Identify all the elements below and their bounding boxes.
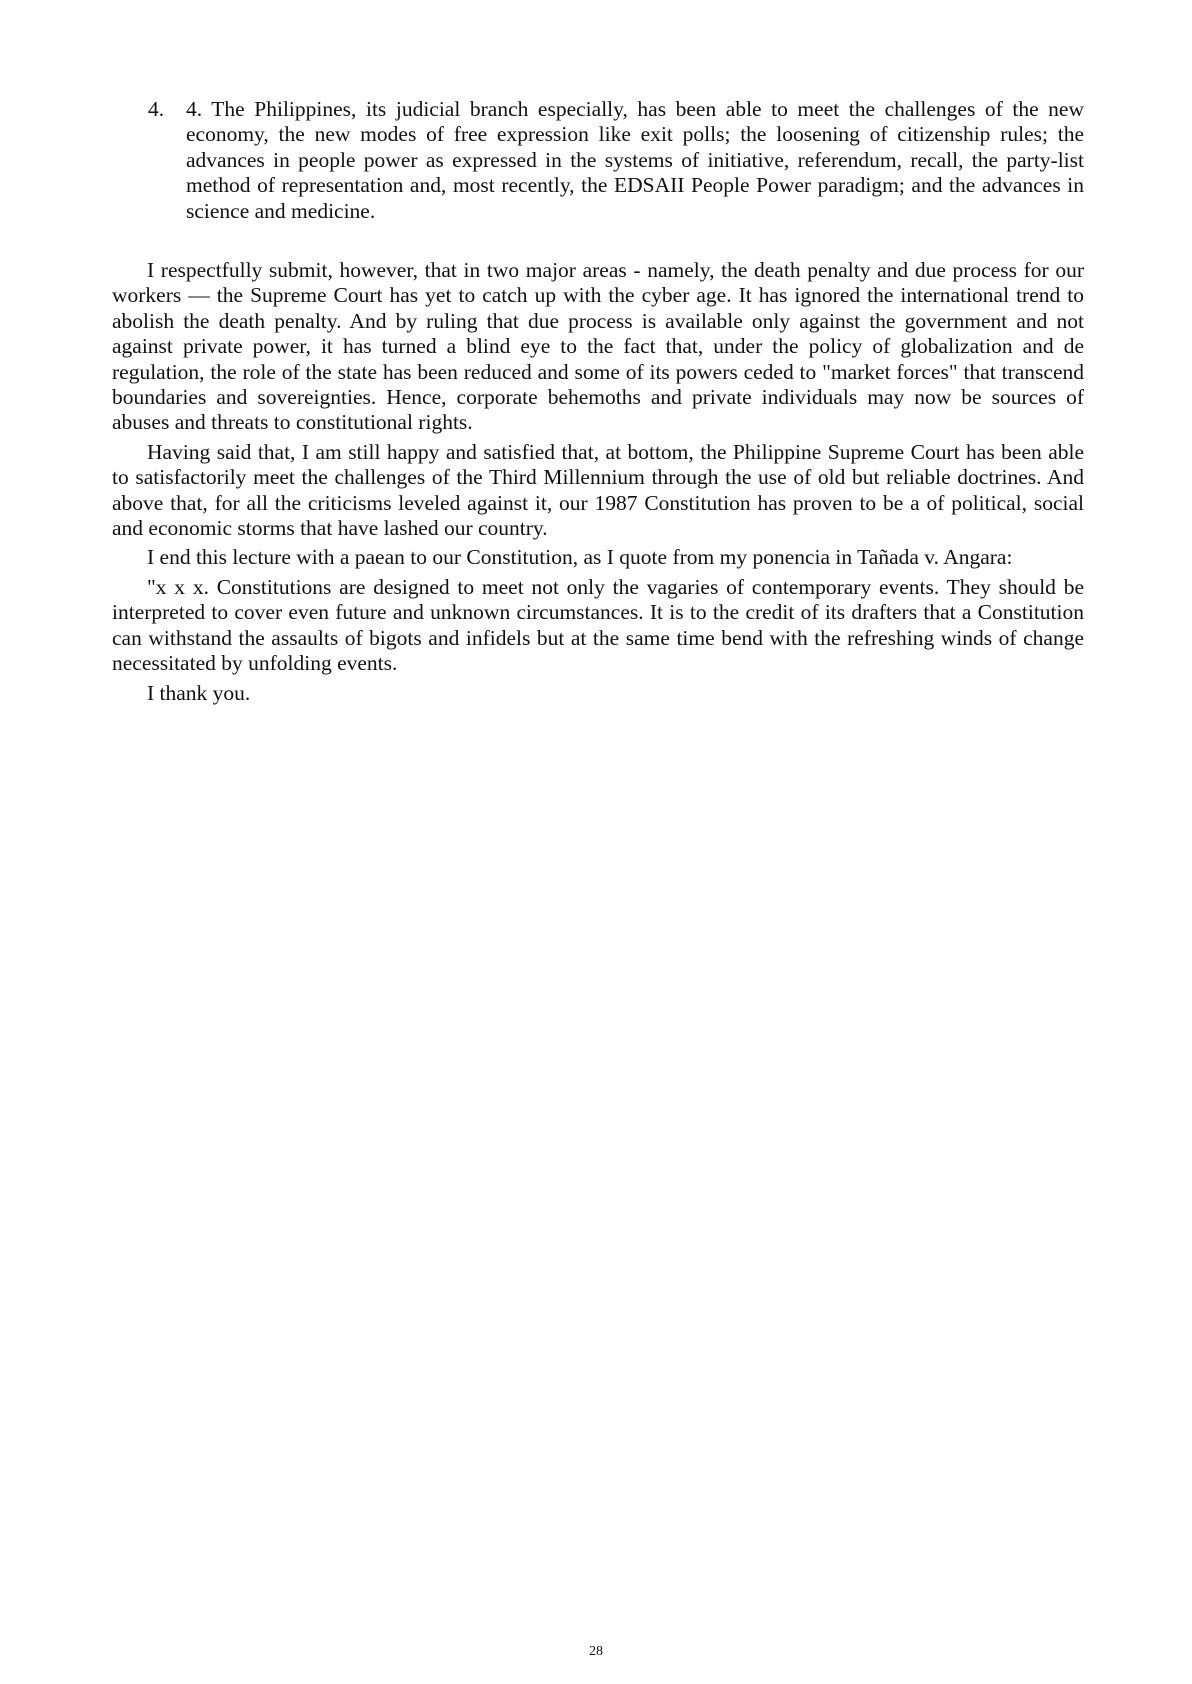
- paragraph-quote: "x x x. Constitutions are designed to meet not only the vagaries of contemporary events. They should be interpreted to cover even future and unknown circumstances. It is to the credit of its drafters that a Constitution can withstand the assaults of bigots and infidels but at the same time bend with the refreshing winds of change necessitated by unfolding events.: [112, 574, 1084, 676]
- list-item-text: 4. The Philippines, its judicial branch especially, has been able to meet the challenges of the new economy, the new modes of free expression like exit polls; the loosening of citizenship rules; the advances in people power as expressed in the systems of initiative, referendum, recall, the party-list method of representation and, most recently, the EDSAII People Power paradigm; and the advances in science and medicine.: [186, 97, 1084, 223]
- list-marker: 4.: [148, 97, 165, 121]
- paragraph-paean: I end this lecture with a paean to our Constitution, as I quote from my ponencia in Tañada v. Angara:: [147, 545, 1013, 570]
- page-number: 28: [589, 1644, 603, 1659]
- paragraph-satisfaction: Having said that, I am still happy and satisfied that, at bottom, the Philippine Supreme Court has been able to satisfactorily meet the challenges of the Third Millennium through the use of old but reliable doctrines. And above that, for all the criticisms leveled against it, our 1987 Constitution has proven to be a of political, social and economic storms that have lashed our country.: [112, 439, 1084, 541]
- list-item: [148, 97, 1084, 224]
- paragraph-submission: I respectfully submit, however, that in two major areas - namely, the death penalty and due process for our workers — the Supreme Court has yet to catch up with the cyber age. It has ignored the international trend to abolish the death penalty. And by ruling that due process is available only against the government and not against private power, it has turned a blind eye to the fact that, under the policy of globalization and de regulation, the role of the state has been reduced and some of its powers ceded to "market forces" that transcend boundaries and sovereignties. Hence, corporate behemoths and private individuals may now be sources of abuses and threats to constitutional rights.: [112, 258, 1084, 435]
- paragraph-thanks: I thank you.: [147, 680, 251, 705]
- body-text: [112, 258, 1084, 710]
